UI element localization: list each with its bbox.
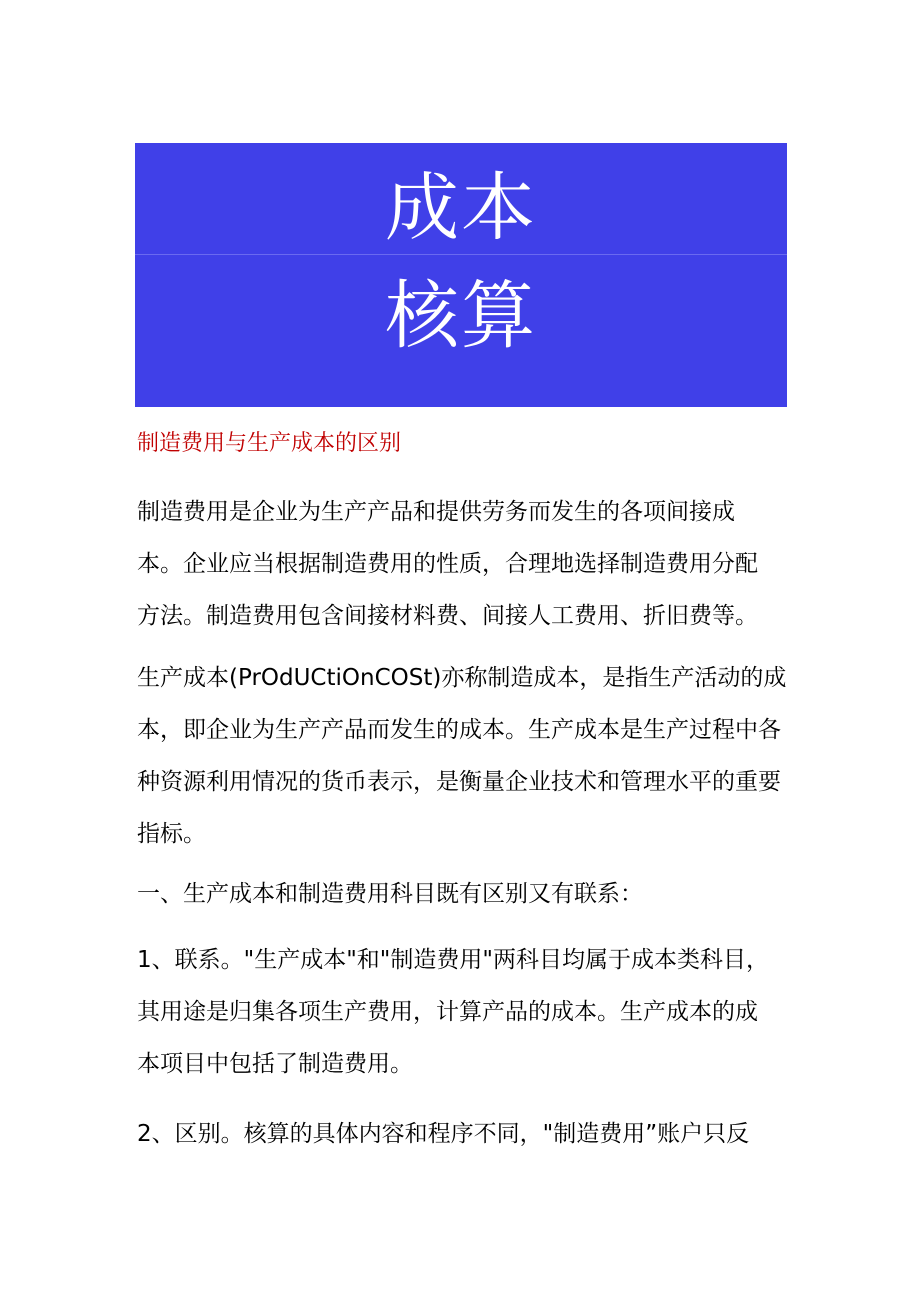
paragraph-line: 本。企业应当根据制造费用的性质，合理地选择制造费用分配: [137, 551, 758, 577]
paragraph-line: 指标。: [137, 821, 206, 847]
paragraph-line: 其用途是归集各项生产费用，计算产品的成本。生产成本的成: [137, 999, 758, 1025]
paragraph-line: 本项目中包括了制造费用。: [137, 1051, 413, 1077]
paragraph-point-connection: [137, 934, 797, 1090]
paragraph-line: 2、区别。核算的具体内容和程序不同，"制造费用”账户只反: [137, 1121, 750, 1147]
paragraph-line: 种资源利用情况的货币表示，是衡量企业技术和管理水平的重要: [137, 769, 781, 795]
banner-title-line-1: 成本: [385, 165, 537, 251]
paragraph-line: 制造费用是企业为生产产品和提供劳务而发生的各项间接成: [137, 499, 735, 525]
paragraph-section-one-title: [137, 868, 797, 920]
paragraph-line: 一、生产成本和制造费用科目既有区别又有联系：: [137, 881, 643, 907]
paragraph-manufacturing-overhead: [137, 486, 797, 642]
paragraph-line: 方法。制造费用包含间接材料费、间接人工费用、折旧费等。: [137, 603, 758, 629]
paragraph-production-cost: [137, 652, 797, 860]
paragraph-line: 生产成本(PrOdUCtiOnCOSt)亦称制造成本，是指生产活动的成: [137, 665, 787, 691]
banner-title-line-2: 核算: [385, 273, 537, 359]
section-heading: 制造费用与生产成本的区别: [137, 431, 402, 456]
title-banner: [135, 143, 787, 407]
paragraph-line: 本，即企业为生产产品而发生的成本。生产成本是生产过程中各: [137, 717, 781, 743]
paragraph-point-difference: [137, 1108, 797, 1160]
paragraph-line: 1、联系。"生产成本"和"制造费用"两科目均属于成本类科目，: [137, 947, 769, 973]
banner-divider: [135, 254, 787, 255]
